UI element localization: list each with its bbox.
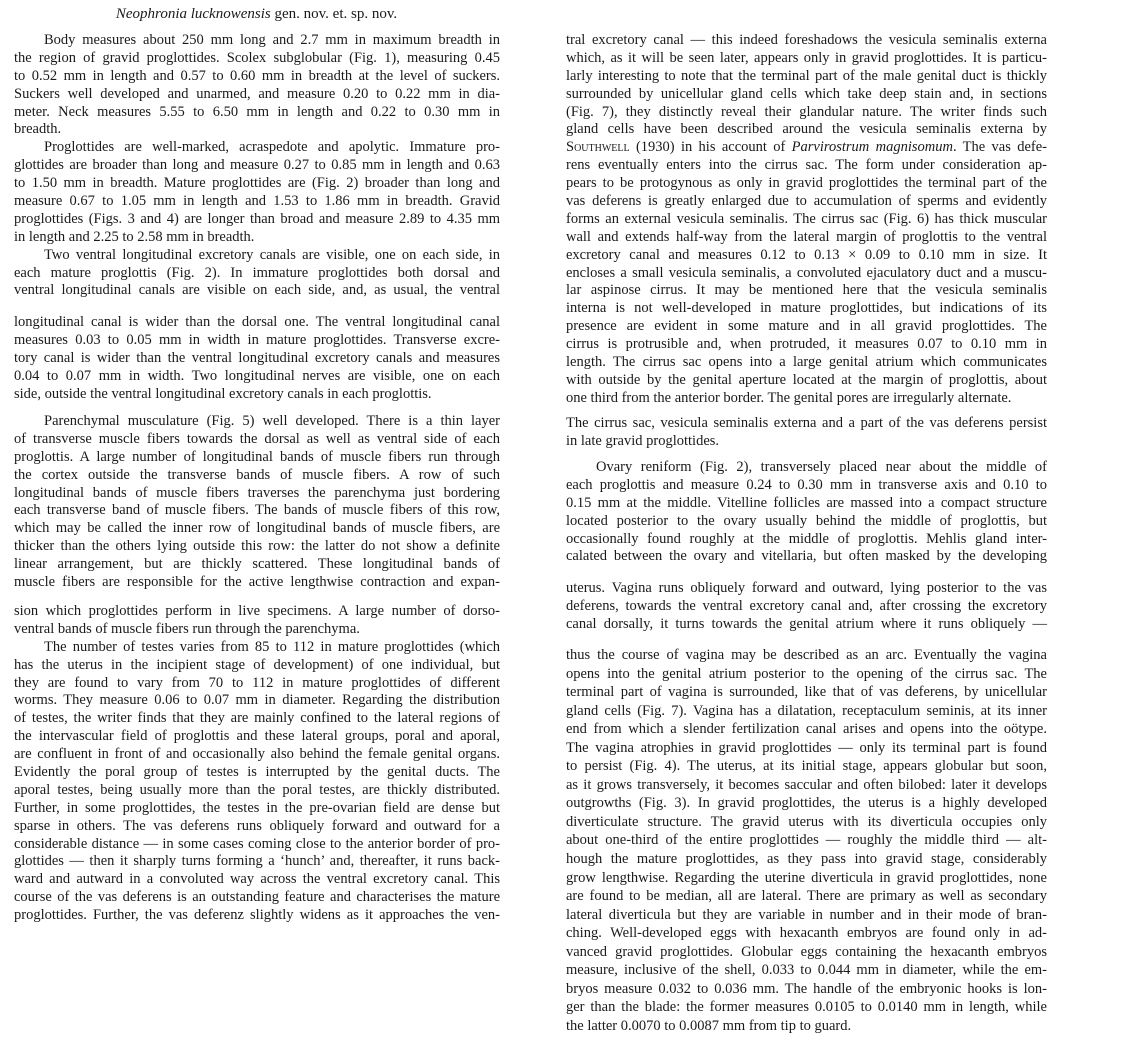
- text-line: proglottides. Further, the vas deferenz slightly widens as it approaches the ven-: [14, 907, 500, 924]
- text-line: larly interesting to note that the terminal part of the male genital duct is thickly: [566, 67, 1047, 84]
- text-line: occasionally found roughly at the middle of proglottis. Mehlis gland inter-: [566, 530, 1047, 547]
- text-line: longitudinal bands of muscle fibers traverses the parenchyma just bordering: [14, 484, 500, 501]
- text-line: each mature proglottis (Fig. 2). In immature proglottides both dorsal and: [14, 264, 500, 281]
- paragraph: [14, 639, 500, 925]
- text-line: presence are evident in some mature and in all gravid proglottides. The: [566, 318, 1047, 335]
- text-line: [566, 139, 1047, 157]
- left-column-block: [14, 603, 500, 925]
- text-line: interna is not well-developed in mature proglottides, but indications of its: [566, 300, 1047, 317]
- text-line: proglottides (Figs. 3 and 4) are longer than broad and measure 2.89 to 4.35 mm: [14, 210, 500, 227]
- text-line: (Fig. 7), they distinctly reveal their glandular nature. The writer finds such: [566, 103, 1047, 120]
- text-line: longitudinal canal is wider than the dorsal one. The ventral longitudinal canal: [14, 314, 500, 330]
- text-line: thicker than the others lying outside this row: the latter do not show a definite: [14, 538, 500, 555]
- text-line: measures 0.03 to 0.05 mm in width in mature proglottides. Transverse excre-: [14, 331, 500, 348]
- paragraph: [566, 459, 1047, 566]
- text-line: The cirrus sac, vesicula seminalis externa and a part of the vas deferens persist: [566, 415, 1047, 431]
- text-line: they are found to vary from 70 to 112 in mature proglottides of different: [14, 674, 500, 691]
- text-line: The vagina atrophies in gravid proglottides — only its terminal part is found: [566, 739, 1047, 756]
- text-line: ger than the blade: the former measures 0.0105 to 0.0140 mm in length, while: [566, 999, 1047, 1016]
- text-line: Ovary reniform (Fig. 2), transversely placed near about the middle of: [596, 459, 1047, 475]
- text-line: to 0.52 mm in length and 0.57 to 0.60 mm in breadth at the level of suckers.: [14, 67, 500, 84]
- text-segment: . The vas defe-: [952, 139, 1047, 156]
- text-line: Further, in some proglottides, the testes in the pre-ovarian field are dense but: [14, 799, 500, 816]
- paragraph: [14, 32, 500, 139]
- text-segment: (1930) in his account of: [629, 139, 792, 156]
- text-line: wall and extends half-way from the lateral margin of proglottis to the ventral: [566, 228, 1047, 245]
- text-line: forms an external vesicula seminalis. The cirrus sac (Fig. 6) has thick muscular: [566, 210, 1047, 227]
- text-line: sion which proglottides perform in live specimens. A large number of dorso-: [14, 603, 500, 619]
- paragraph: [566, 415, 1047, 451]
- text-line: about one-third of the entire proglottides — roughly the middle third — alt-: [566, 832, 1047, 849]
- text-line: hough the mature proglottides, as they pass into gravid stage, considerably: [566, 851, 1047, 868]
- text-line: vas deferens is greatly enlarged due to accumulation of sperms and evidently: [566, 193, 1047, 210]
- text-line: lar aspinose cirrus. It may be mentioned here that the vesicula seminalis: [566, 282, 1047, 299]
- species-name: Parvirostrum magnisomum: [791, 139, 953, 156]
- left-column-block: [14, 314, 500, 403]
- text-line: surrounded by unicellular gland cells which take deep stain and, in sections: [566, 85, 1047, 102]
- text-line: 0.04 to 0.07 mm in width. Two longitudinal nerves are visible, one on each: [14, 367, 500, 384]
- text-line: lateral diverticula but they are variable in number and in their mode of bran-: [566, 906, 1047, 923]
- text-line: each transverse band of muscle fibers. The bands of muscle fibers of this row,: [14, 502, 500, 519]
- text-line: has the uterus in the incipient stage of development) of one individual, but: [14, 656, 500, 673]
- text-line: located posterior to the ovary usually behind the middle of proglottis, but: [566, 512, 1047, 529]
- text-line: terminal part of vagina is surrounded, like that of vas deferens, by unicellular: [566, 684, 1047, 701]
- text-line: calated between the ovary and vitellaria, but often masked by the developing: [566, 548, 1047, 565]
- text-line: measure, inclusive of the shell, 0.033 to 0.044 mm in diameter, while the em-: [566, 962, 1047, 979]
- text-line: sparse in others. The vas deferens runs obliquely forward and outward for a: [14, 817, 500, 834]
- text-line: the intervascular field of proglottis and these lateral groups, poral and aporal,: [14, 728, 500, 745]
- text-line: encloses a small vesicula seminalis, a convoluted ejaculatory duct and a muscu-: [566, 264, 1047, 281]
- text-line: meter. Neck measures 5.55 to 6.50 mm in length and 0.22 to 0.30 mm in: [14, 103, 500, 120]
- text-line: which may be called the inner row of longitudinal bands of muscle fibers, are: [14, 520, 500, 537]
- text-line: breadth.: [14, 121, 62, 138]
- text-line: Evidently the poral group of testes is interrupted by the genital ducts. The: [14, 764, 500, 781]
- text-line: Parenchymal musculature (Fig. 5) well developed. There is a thin layer: [44, 413, 500, 429]
- text-line: the cortex outside the transverse bands of muscle fibers. A row of such: [14, 466, 500, 483]
- text-line: are found to be median, all are lateral. There are primary as well as secondary: [566, 888, 1047, 905]
- text-line: vanced gravid proglottides. Globular eggs containing the hexacanth embryos: [566, 943, 1047, 960]
- text-line: thus the course of vagina may be described as an arc. Eventually the vagina: [566, 647, 1047, 663]
- text-line: of transverse muscle fibers towards the dorsal as well as ventral side of each: [14, 430, 500, 447]
- text-line: tral excretory canal — this indeed foreshadows the vesicula seminalis externa: [566, 32, 1047, 48]
- text-line: canal dorsally, it turns towards the genital atrium where it runs obliquely —: [566, 615, 1047, 632]
- text-line: end from which a slender fertilization canal arises and opens into the oötype.: [566, 721, 1047, 738]
- text-line: gland cells have been described around the vesicula seminalis externa by: [566, 121, 1047, 138]
- right-column-block: [566, 32, 1047, 408]
- text-line: tory canal is wider than the ventral longitudinal excretory canals and measures: [14, 349, 500, 366]
- taxonomic-status: gen. nov. et. sp. nov.: [270, 6, 398, 22]
- text-line: in length and 2.25 to 2.58 mm in breadth.: [14, 228, 255, 245]
- author-name: Southwell: [566, 139, 630, 156]
- text-line: pears to be protogynous as only in gravid proglottides the terminal part of the: [566, 175, 1047, 192]
- paragraph: [566, 646, 1047, 1035]
- text-line: the region of gravid proglottides. Scolex subglobular (Fig. 1), measuring 0.45: [14, 49, 500, 66]
- text-line: ching. Well-developed eggs with hexacanth embryos are found only in ad-: [566, 925, 1047, 942]
- text-line: Proglottides are well-marked, acraspedote and apolytic. Immature pro-: [44, 139, 500, 156]
- text-line: cirrus is protrusible and, when protruded, it measures 0.07 to 0.10 mm in: [566, 336, 1047, 353]
- text-line: side, outside the ventral longitudinal excretory canals in each proglottis.: [14, 385, 432, 402]
- paragraph: [566, 32, 1047, 408]
- article-heading: [14, 5, 499, 23]
- text-line: in late gravid proglottides.: [566, 432, 720, 449]
- text-line: to persist (Fig. 4). The uterus, at its initial stage, appears globular but soon,: [566, 758, 1047, 775]
- text-line: opens into the genital atrium posterior to the opening of the cirrus sac. The: [566, 665, 1047, 682]
- text-line: Two ventral longitudinal excretory canals are visible, one on each side, in: [44, 246, 500, 263]
- text-line: which, as it will be seen later, appears only in gravid proglottides. It is particu-: [566, 49, 1047, 66]
- text-line: of testes, the writer finds that they are mainly confined to the lateral regions of: [14, 710, 500, 727]
- text-line: Body measures about 250 mm long and 2.7 mm in maximum breadth in: [44, 32, 500, 48]
- text-line: course of the vas deferens is an outstanding feature and characterises the mature: [14, 889, 500, 906]
- text-line: are confluent in front of and occasionally also behind the female genital organs.: [14, 746, 500, 763]
- paragraph: [14, 603, 500, 639]
- text-line: deferens, towards the ventral excretory canal and, after crossing the excretory: [566, 597, 1047, 614]
- text-line: outgrowths (Fig. 3). In gravid proglottides, the uterus is a highly developed: [566, 795, 1047, 812]
- right-column-block: [566, 580, 1047, 634]
- paragraph: [566, 580, 1047, 634]
- paragraph: [14, 139, 500, 246]
- text-line: rens eventually enters into the cirrus sac. The form under consideration ap-: [566, 157, 1047, 174]
- text-line: glottides — then it sharply turns forming a ‘hunch’ and, thereafter, it runs back-: [14, 853, 500, 870]
- text-line: glottides are broader than long and measure 0.27 to 0.85 mm in length and 0.63: [14, 157, 500, 174]
- text-line: considerable distance — in some cases coming close to the anterior border of pro-: [14, 835, 500, 852]
- left-column-block: [14, 32, 500, 300]
- text-line: the latter 0.0070 to 0.0087 mm from tip to guard.: [566, 1017, 852, 1034]
- text-line: aporal testes, being usually more than the poral testes, are thickly distributed.: [14, 781, 500, 798]
- text-line: each proglottis and measure 0.24 to 0.30 mm in transverse axis and 0.10 to: [566, 476, 1047, 493]
- text-line: ward and autward in a convoluted way across the ventral excretory canal. This: [14, 871, 500, 888]
- text-line: ventral bands of muscle fibers run through the parenchyma.: [14, 620, 360, 637]
- text-line: as it grows transversely, it becomes saccular and often bilobed: later it develops: [566, 776, 1047, 793]
- text-line: to 1.50 mm in breadth. Mature proglottides are (Fig. 2) broader than long and: [14, 175, 500, 192]
- paragraph: [14, 247, 500, 301]
- paragraph: [14, 314, 500, 403]
- text-line: with outside by the genital aperture located at the margin of proglottis, about: [566, 371, 1047, 388]
- right-column-block: [566, 415, 1047, 451]
- text-line: bryos measure 0.032 to 0.036 mm. The handle of the embryonic hooks is lon-: [566, 980, 1047, 997]
- text-line: Suckers well developed and unarmed, and measure 0.20 to 0.22 mm in dia-: [14, 85, 500, 102]
- text-line: muscle fibers are responsible for the active lengthwise contraction and expan-: [14, 574, 500, 591]
- text-line: uterus. Vagina runs obliquely forward and outward, lying posterior to the vas: [566, 580, 1047, 596]
- left-column-block: [14, 413, 500, 592]
- right-column-block: [566, 459, 1047, 566]
- text-line: diverticulate structure. The gravid uterus with its diverticula occupies only: [566, 813, 1047, 830]
- text-line: ventral longitudinal canals are visible on each side, and, as usual, the ventral: [14, 282, 500, 299]
- species-name: Neophronia lucknowensis: [115, 6, 271, 22]
- right-column-block: [566, 646, 1047, 1035]
- text-line: The number of testes varies from 85 to 112 in mature proglottides (which: [44, 638, 500, 655]
- text-line: gland cells (Fig. 7). Vagina has a dilatation, receptaculum seminis, at its inner: [566, 702, 1047, 719]
- text-line: proglottis. A large number of longitudinal bands of muscle fibers run through: [14, 448, 500, 465]
- text-line: grow lengthwise. Regarding the uterine diverticula in gravid proglottides, none: [566, 869, 1047, 886]
- text-line: worms. They measure 0.06 to 0.07 mm in diameter. Regarding the distribution: [14, 692, 500, 709]
- text-line: length. The cirrus sac opens into a large genital atrium which communicates: [566, 354, 1047, 371]
- paragraph: [14, 413, 500, 592]
- text-line: 0.15 mm at the middle. Vitelline follicles are massed into a compact structure: [566, 494, 1047, 511]
- text-line: one third from the anterior border. The genital pores are irregularly alternate.: [566, 389, 1012, 406]
- text-line: linear arrangement, but are thickly scattered. These longitudinal bands of: [14, 556, 500, 573]
- text-line: measure 0.67 to 1.05 mm in length and 1.53 to 1.86 mm in breadth. Gravid: [14, 193, 500, 210]
- text-line: excretory canal and measures 0.12 to 0.13 × 0.09 to 0.10 mm in size. It: [566, 246, 1047, 263]
